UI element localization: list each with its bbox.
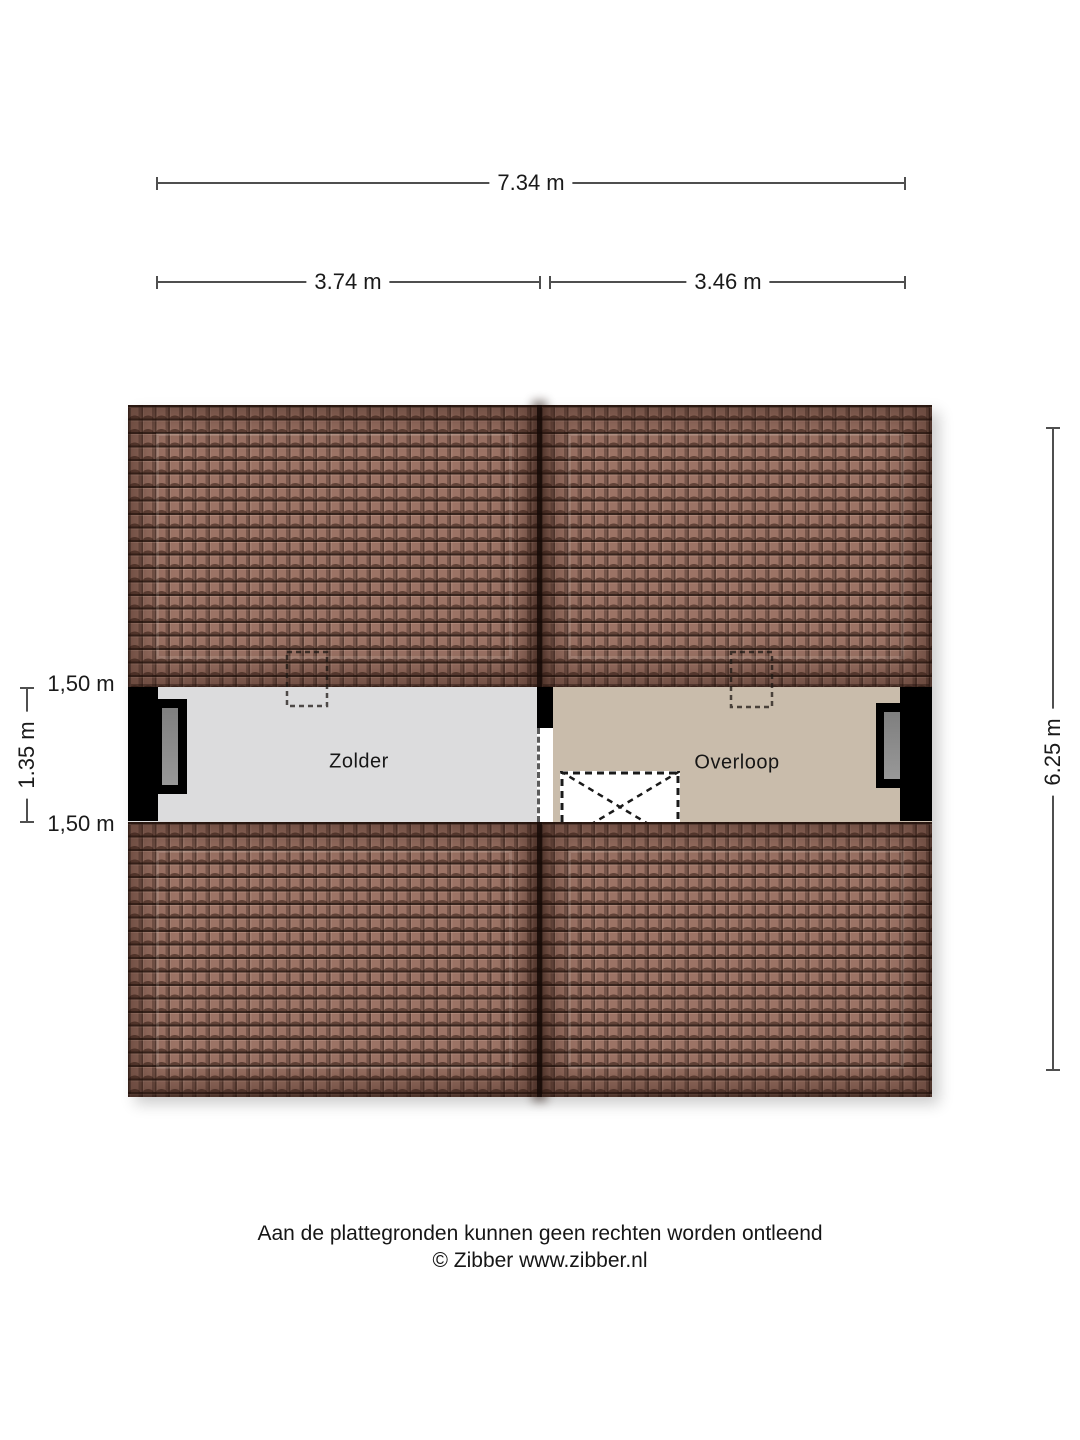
zolder-roof-window-icon: [285, 650, 329, 708]
passage-opening: [537, 728, 553, 822]
dim-tick: [20, 821, 34, 823]
room-label-zolder: Zolder: [329, 750, 389, 773]
dim-tick: [539, 276, 541, 289]
stairs-opening-icon: [560, 771, 680, 822]
roof-ridge-seam-top: [537, 405, 542, 687]
roof-panel-bottom-right: [540, 822, 932, 1097]
dim-tick: [904, 276, 906, 289]
right-exterior-wall: [900, 687, 932, 821]
dim-tick: [1046, 427, 1060, 429]
dim-label-total-width: 7.34 m: [489, 170, 572, 196]
dim-label-overloop-width: 3.46 m: [686, 269, 769, 295]
roof-panel-top-left: [128, 405, 540, 687]
dim-tick: [1046, 1069, 1060, 1071]
roof-panel-bevel: [156, 433, 512, 659]
dim-label-zolder-width: 3.74 m: [306, 269, 389, 295]
footer-disclaimer: Aan de plattegronden kunnen geen rechten worden ontleend: [257, 1222, 823, 1245]
roof-panel-top-right: [540, 405, 932, 687]
dim-tick: [549, 276, 551, 289]
dim-tick: [156, 177, 158, 190]
overloop-window-glass: [884, 712, 900, 779]
overloop-roof-window-icon: [729, 650, 774, 709]
center-wall: [537, 687, 553, 728]
roof-panel-bevel: [156, 850, 512, 1069]
roof-panel-bevel: [568, 850, 904, 1069]
dim-tick: [156, 276, 158, 289]
zolder-window-glass: [162, 708, 178, 785]
dim-tick: [904, 177, 906, 190]
roof-panel-bevel: [568, 433, 904, 659]
dim-tick: [20, 687, 34, 689]
footer-copyright: © Zibber www.zibber.nl: [432, 1249, 648, 1272]
room-label-overloop: Overloop: [694, 751, 780, 774]
dim-label-room-depth: 1.35 m: [14, 711, 40, 798]
footer: [0, 1220, 1080, 1274]
left-exterior-wall: [128, 687, 158, 821]
roof-panel-bottom-left: [128, 822, 540, 1097]
dim-label-total-depth: 6.25 m: [1040, 708, 1066, 795]
roof-ridge-seam-bottom: [537, 822, 542, 1097]
headroom-label-bottom: 1,50 m: [47, 811, 115, 836]
headroom-label-top: 1,50 m: [47, 671, 115, 696]
